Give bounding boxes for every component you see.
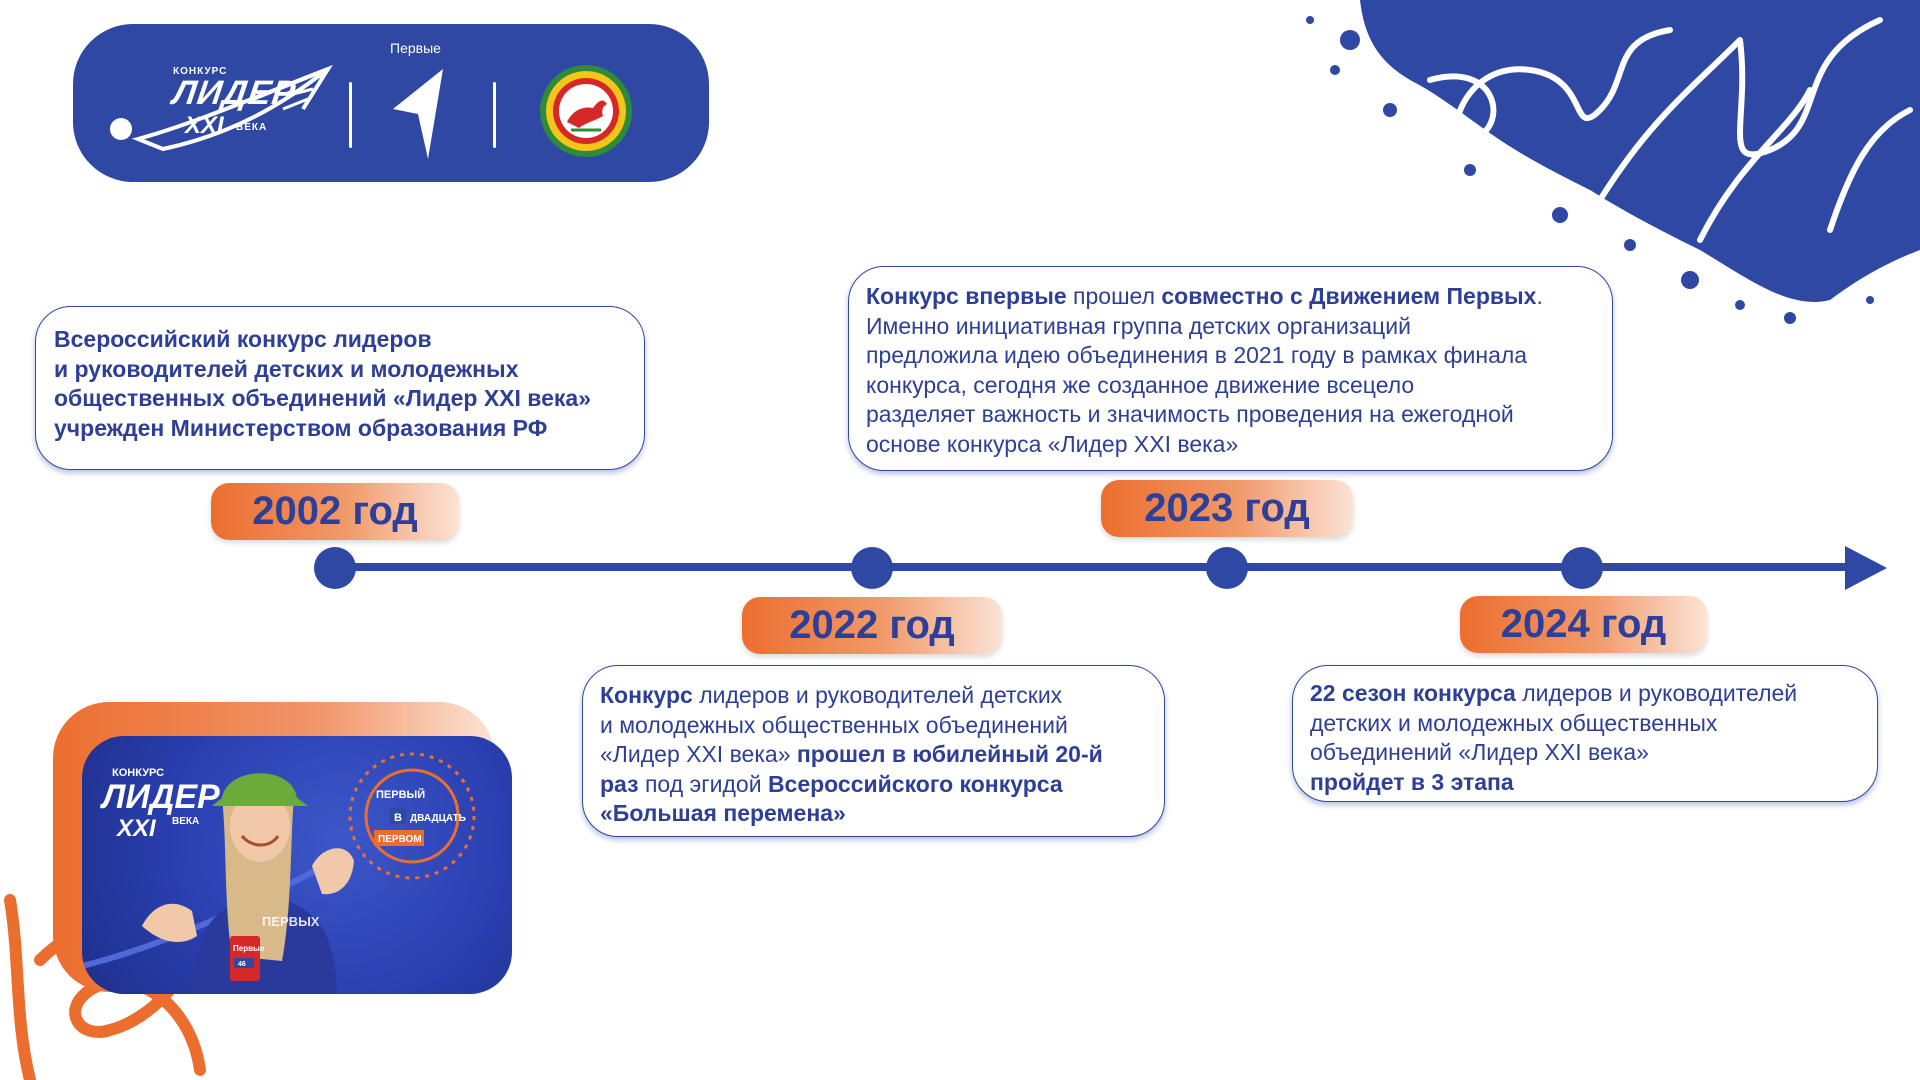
timeline-dot-2023 bbox=[1206, 547, 1248, 589]
event-text: Конкурс впервые прошел совместно с Движением Первых. Именно инициативная группа детских организаций предложила идею объединения в 2021 году в рамках финала конкурса, сегодня же созданное движение всецело разделяет важность и значимость проведения на ежегодной основе конкурса «Лидер XXI века» bbox=[866, 283, 1543, 457]
year-pill-2024: 2024 год bbox=[1460, 596, 1707, 653]
photo-backdrop-side: ВЕКА bbox=[172, 816, 200, 827]
year-pill-2022: 2022 год bbox=[742, 597, 1002, 654]
logo-divider bbox=[493, 82, 496, 148]
event-card-2022 bbox=[582, 665, 1165, 837]
lider-logo-numeral: XXI bbox=[185, 112, 224, 139]
timeline-arrow-icon bbox=[1845, 546, 1887, 590]
photo-badge-number: 46 bbox=[238, 961, 246, 968]
photo-backdrop-top: КОНКУРС bbox=[112, 767, 165, 779]
event-text: Конкурс лидеров и руководителей детских и молодежных общественных объединений «Лидер XXI века» прошел в юбилейный 20-й раз под эгидой Всероссийского конкурса «Большая перемена» bbox=[600, 682, 1103, 826]
pervye-logo-label: Первые bbox=[390, 40, 441, 56]
photo-stamp-word2: В bbox=[394, 812, 402, 824]
event-card-2024 bbox=[1292, 665, 1878, 802]
year-pill-2023: 2023 год bbox=[1101, 480, 1353, 537]
timeline-line bbox=[335, 563, 1865, 571]
header-logo-bar bbox=[73, 24, 709, 182]
lider-logo-brand: ЛИДЕР bbox=[170, 74, 299, 112]
photo-shirt-text: ПЕРВЫХ bbox=[262, 914, 320, 929]
photo-stamp-word3: ДВАДЦАТЬ bbox=[410, 813, 466, 824]
photo-illustration bbox=[82, 736, 512, 994]
photo-stamp-word1: ПЕРВЫЙ bbox=[376, 789, 426, 801]
event-text: Всероссийский конкурс лидеров и руководителей детских и молодежных общественных объединений «Лидер XXI века» учрежден Министерством образования РФ bbox=[54, 326, 592, 441]
photo-backdrop-brand: ЛИДЕР bbox=[102, 778, 220, 816]
event-card-2002 bbox=[35, 306, 645, 470]
event-card-2023 bbox=[848, 266, 1613, 471]
photo-backdrop-numeral: XXI bbox=[117, 815, 156, 842]
lider-logo-side-label: ВЕКА bbox=[236, 122, 268, 133]
photo-stamp-word4: ПЕРВОМ bbox=[378, 834, 422, 845]
timeline-dot-2002 bbox=[314, 547, 356, 589]
participant-photo bbox=[82, 736, 512, 994]
pervye-arrow-icon bbox=[388, 64, 448, 164]
event-text: 22 сезон конкурса лидеров и руководителей детских и молодежных общественных объединений «Лидер XXI века» пройдет в 3 этапа bbox=[1310, 680, 1798, 795]
timeline-dot-2024 bbox=[1561, 547, 1603, 589]
tatarstan-emblem-icon bbox=[539, 64, 633, 158]
photo-badge-label: Первые bbox=[233, 944, 265, 953]
timeline-dot-2022 bbox=[851, 547, 893, 589]
year-pill-2002: 2002 год bbox=[211, 483, 459, 540]
lider-logo-top-label: КОНКУРС bbox=[173, 66, 228, 77]
logo-divider bbox=[349, 82, 352, 148]
